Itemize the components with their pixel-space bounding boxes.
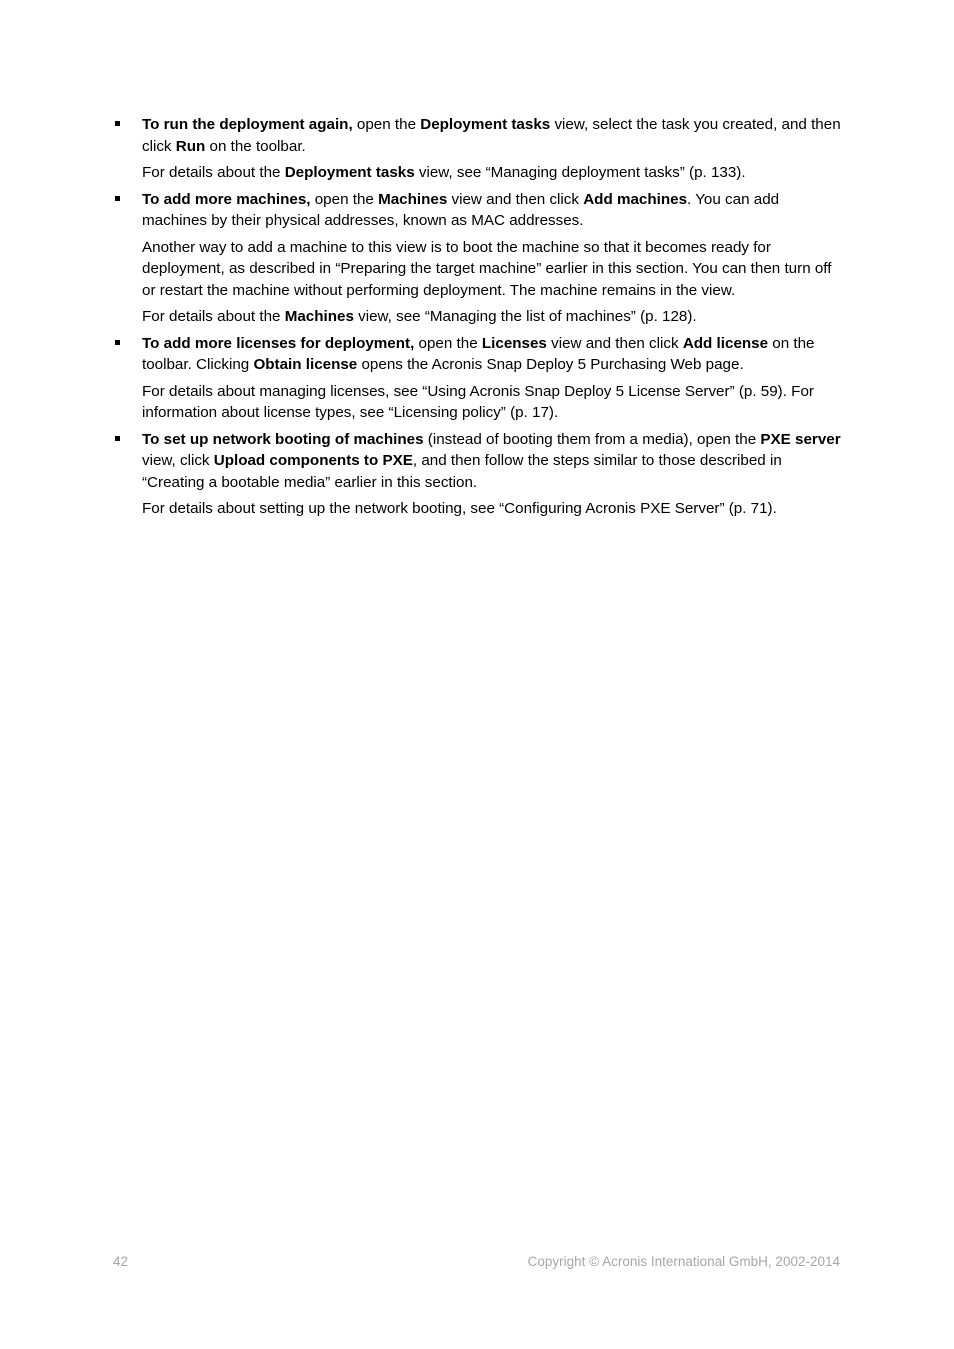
text-run: For details about the xyxy=(142,308,285,325)
item-lead-paragraph xyxy=(142,429,842,494)
bold-text-run: To run the deployment again, xyxy=(142,116,353,133)
bold-text-run: PXE server xyxy=(760,430,841,448)
bold-text-run: Deployment tasks xyxy=(284,164,415,181)
text-run: view, see “Managing deployment tasks” (p. 133). xyxy=(414,164,746,181)
bold-text-run: Add license xyxy=(682,334,769,352)
item-note-paragraph xyxy=(142,237,842,302)
text-run: open the xyxy=(310,190,379,208)
text-run: , and then follow the steps similar to those described in “Creating a bootable media” earlier in this section. xyxy=(142,452,782,491)
bold-text-run: Machines xyxy=(284,308,354,325)
text-run: view, select the task you created, and then click xyxy=(142,116,841,155)
bold-text-run: Upload components to PXE xyxy=(213,452,413,469)
text-run: on the toolbar. xyxy=(205,137,306,155)
bold-text-run: Add machines xyxy=(583,190,688,208)
bold-text-run: Licenses xyxy=(481,334,547,352)
bold-text-run: To add more machines, xyxy=(142,190,311,208)
list-item xyxy=(113,189,842,328)
text-run: (instead of booting them from a media), open the xyxy=(423,430,761,448)
page-footer xyxy=(113,1251,840,1273)
text-run: open the xyxy=(414,334,482,352)
text-run: . You can add machines by their physical addresses, known as MAC addresses. xyxy=(142,190,780,229)
text-run: on the toolbar. Clicking xyxy=(142,334,815,373)
item-lead-paragraph xyxy=(142,189,842,232)
bold-text-run: Run xyxy=(175,137,206,155)
bullet-square-icon xyxy=(115,121,120,126)
document-body xyxy=(113,114,842,525)
item-note-paragraph xyxy=(142,306,842,328)
list-item xyxy=(113,429,842,520)
copyright-notice: Copyright © Acronis International GmbH, 2002-2014 xyxy=(527,1254,840,1269)
list-item xyxy=(113,114,842,184)
item-note-paragraph xyxy=(142,498,842,520)
bold-text-run: To add more licenses for deployment, xyxy=(142,334,415,352)
text-run: view and then click xyxy=(546,334,683,352)
bold-text-run: Deployment tasks xyxy=(420,116,551,133)
text-run: Another way to add a machine to this view is to boot the machine so that it becomes ready for deployment, as described in “Preparing the target machine” earlier in this section. You can then turn off or restart the machine without performing deployment. The machine remains in the view. xyxy=(142,238,832,299)
bullet-square-icon xyxy=(115,196,120,201)
item-lead-paragraph xyxy=(142,333,842,376)
item-note-paragraph xyxy=(142,162,842,184)
item-lead-paragraph xyxy=(142,114,842,157)
text-run: For details about the xyxy=(142,164,285,181)
text-run: open the xyxy=(352,116,421,133)
text-run: view and then click xyxy=(447,190,584,208)
page-number: 42 xyxy=(113,1254,129,1269)
list-item xyxy=(113,333,842,424)
text-run: For details about setting up the network booting, see “Configuring Acronis PXE Server” (p. 71). xyxy=(142,500,777,517)
text-run: For details about managing licenses, see “Using Acronis Snap Deploy 5 License Server” (p. 59). For information about license types, see “Licensing policy” (p. 17). xyxy=(142,382,814,421)
bold-text-run: Machines xyxy=(378,190,448,208)
text-run: opens the Acronis Snap Deploy 5 Purchasing Web page. xyxy=(357,356,744,373)
bullet-square-icon xyxy=(115,436,120,441)
bold-text-run: To set up network booting of machines xyxy=(142,430,424,448)
bold-text-run: Obtain license xyxy=(253,356,358,373)
text-run: view, see “Managing the list of machines” (p. 128). xyxy=(353,308,697,325)
bullet-square-icon xyxy=(115,340,120,345)
item-note-paragraph xyxy=(142,381,842,424)
text-run: view, click xyxy=(142,452,214,469)
